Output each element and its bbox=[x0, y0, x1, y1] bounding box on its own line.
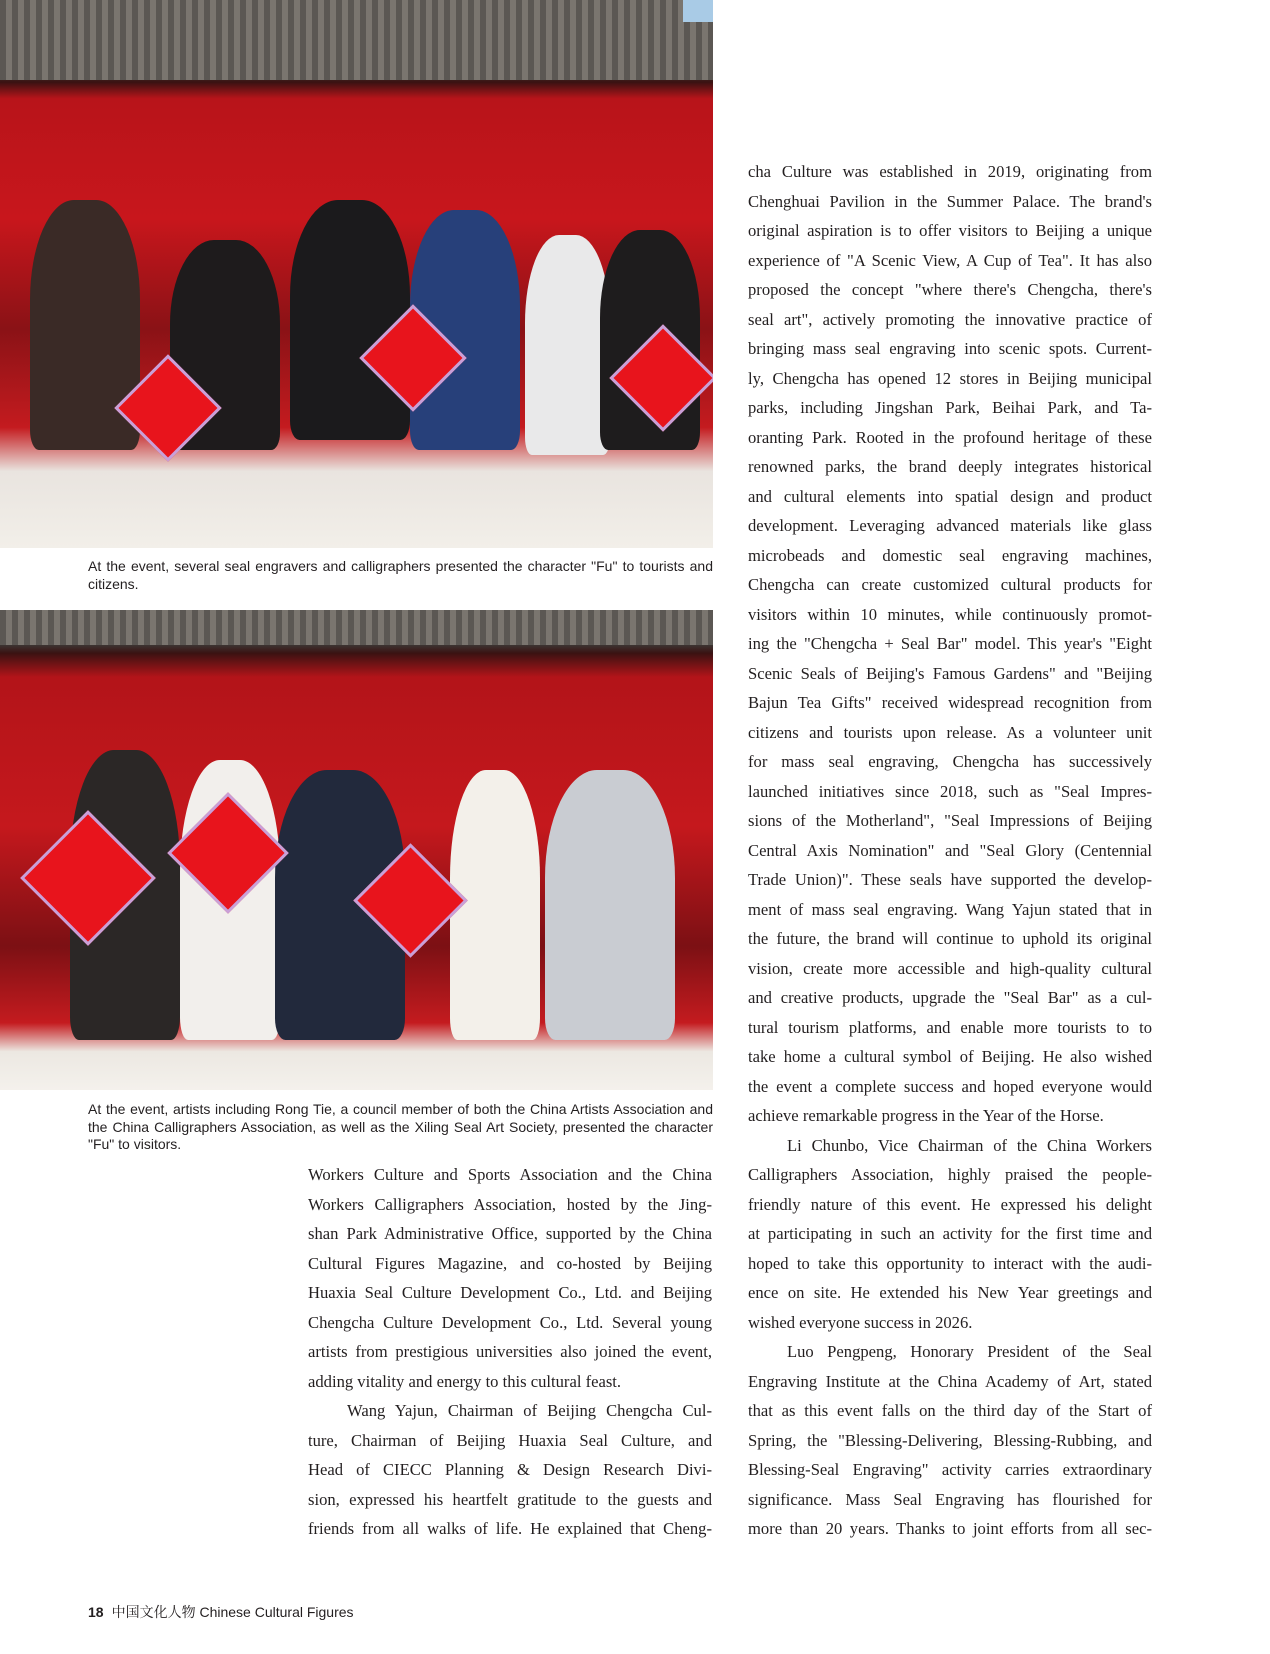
text-line: ture, Chairman of Beijing Huaxia Seal Culture, and bbox=[308, 1430, 712, 1450]
text-line: friends from all walks of life. He explained that Cheng- bbox=[308, 1519, 712, 1538]
text-line: hoped to take this opportunity to interact with the audi- bbox=[748, 1253, 1152, 1273]
text-line: sion, expressed his heartfelt gratitude to the guests and bbox=[308, 1489, 712, 1509]
text-line: friendly nature of this event. He expressed his delight bbox=[748, 1194, 1152, 1214]
text-line: Cultural Figures Magazine, and co-hosted by Beijing bbox=[308, 1253, 712, 1273]
photo-caption-1: At the event, several seal engravers and calligraphers presented the character "Fu" to tourists and citizens. bbox=[88, 558, 713, 592]
event-photo-2 bbox=[0, 610, 713, 1090]
article-column-left bbox=[308, 1160, 712, 1544]
text-line: sions of the Motherland", "Seal Impressions of Beijing bbox=[748, 811, 1152, 830]
text-line: Trade Union)". These seals have supported the develop- bbox=[748, 870, 1152, 889]
text-line: Chengcha Culture Development Co., Ltd. Several young bbox=[308, 1312, 712, 1332]
photo-caption-2: At the event, artists including Rong Tie, a council member of both the China Artists Association and the China Calligraphers Association, as well as the Xiling Seal Art Society, presented the character "Fu" to visitors. bbox=[88, 1101, 713, 1152]
text-line: Bajun Tea Gifts" received widespread recognition from bbox=[748, 693, 1152, 712]
text-line: development. Leveraging advanced materials like glass bbox=[748, 516, 1152, 535]
text-line: microbeads and domestic seal engraving machines, bbox=[748, 545, 1152, 565]
text-line: ence on site. He extended his New Year greetings and bbox=[748, 1283, 1152, 1302]
text-line: at participating in such an activity for the first time and bbox=[748, 1224, 1152, 1243]
text-line: ment of mass seal engraving. Wang Yajun stated that in bbox=[748, 899, 1152, 919]
text-line: original aspiration is to offer visitors to Beijing a unique bbox=[748, 221, 1152, 240]
person bbox=[545, 770, 675, 1040]
page-footer bbox=[88, 1602, 354, 1622]
text-line: vision, create more accessible and high-quality cultural bbox=[748, 958, 1152, 978]
publication-name: 中国文化人物 Chinese Cultural Figures bbox=[111, 1604, 354, 1620]
text-line: visitors within 10 minutes, while continuously promot- bbox=[748, 604, 1152, 624]
person bbox=[450, 770, 540, 1040]
text-line: Luo Pengpeng, Honorary President of the Seal bbox=[787, 1342, 1152, 1361]
text-line: more than 20 years. Thanks to joint efforts from all sec- bbox=[748, 1519, 1152, 1538]
text-line: launched initiatives since 2018, such as "Seal Impres- bbox=[748, 781, 1152, 801]
article-column-right bbox=[748, 157, 1152, 1544]
text-line: experience of "A Scenic View, A Cup of Tea". It has also bbox=[748, 250, 1152, 270]
text-line: Central Axis Nomination" and "Seal Glory (Centennial bbox=[748, 840, 1152, 860]
text-line: parks, including Jingshan Park, Beihai Park, and Ta- bbox=[748, 398, 1152, 417]
text-line: renowned parks, the brand deeply integrates historical bbox=[748, 457, 1152, 476]
text-line: Calligraphers Association, highly praised the people- bbox=[748, 1165, 1152, 1184]
text-line: Workers Calligraphers Association, hosted by the Jing- bbox=[308, 1194, 712, 1214]
text-line: Head of CIECC Planning & Design Research Divi- bbox=[308, 1460, 712, 1479]
roof-tiles bbox=[0, 0, 713, 80]
text-line: Workers Culture and Sports Association and the China bbox=[308, 1165, 712, 1184]
text-line: artists from prestigious universities also joined the event, bbox=[308, 1342, 712, 1361]
text-line: shan Park Administrative Office, supported by the China bbox=[308, 1224, 712, 1243]
text-line: Huaxia Seal Culture Development Co., Ltd. and Beijing bbox=[308, 1283, 712, 1302]
text-line: bringing mass seal engraving into scenic spots. Current- bbox=[748, 339, 1152, 358]
text-line: oranting Park. Rooted in the profound heritage of these bbox=[748, 427, 1152, 447]
text-line: proposed the concept "where there's Chengcha, there's bbox=[748, 280, 1152, 299]
text-line: adding vitality and energy to this cultural feast. bbox=[308, 1371, 622, 1391]
text-line: citizens and tourists upon release. As a volunteer unit bbox=[748, 722, 1152, 742]
text-line: Wang Yajun, Chairman of Beijing Chengcha Cul- bbox=[347, 1401, 712, 1420]
text-line: significance. Mass Seal Engraving has flourished for bbox=[748, 1489, 1152, 1509]
text-line: and creative products, upgrade the "Seal Bar" as a cul- bbox=[748, 988, 1152, 1007]
text-line: the event a complete success and hoped everyone would bbox=[748, 1076, 1152, 1096]
text-line: that as this event falls on the third day of the Start of bbox=[748, 1401, 1152, 1420]
text-line: cha Culture was established in 2019, originating from bbox=[748, 162, 1152, 181]
text-line: Blessing-Seal Engraving" activity carries extraordinary bbox=[748, 1460, 1152, 1479]
text-line: Spring, the "Blessing-Delivering, Blessing-Rubbing, and bbox=[748, 1430, 1152, 1450]
text-line: for mass seal engraving, Chengcha has successively bbox=[748, 752, 1152, 771]
text-line: wished everyone success in 2026. bbox=[748, 1312, 973, 1332]
text-line: Scenic Seals of Beijing's Famous Gardens" and "Beijing bbox=[748, 663, 1152, 683]
event-photo-1 bbox=[0, 0, 713, 548]
text-line: the future, the brand will continue to uphold its original bbox=[748, 929, 1152, 948]
roof-tiles bbox=[0, 610, 713, 645]
text-line: seal art", actively promoting the innovative practice of bbox=[748, 309, 1152, 329]
sky bbox=[683, 0, 713, 22]
text-line: take home a cultural symbol of Beijing. He also wished bbox=[748, 1047, 1152, 1066]
text-line: Engraving Institute at the China Academy of Art, stated bbox=[748, 1371, 1152, 1391]
text-line: Chengcha can create customized cultural products for bbox=[748, 575, 1152, 594]
text-line: ly, Chengcha has opened 12 stores in Beijing municipal bbox=[748, 368, 1152, 388]
text-line: Li Chunbo, Vice Chairman of the China Workers bbox=[787, 1135, 1152, 1155]
text-line: tural tourism platforms, and enable more tourists to to bbox=[748, 1017, 1152, 1037]
page-number: 18 bbox=[88, 1604, 104, 1620]
text-line: ing the "Chengcha + Seal Bar" model. This year's "Eight bbox=[748, 634, 1152, 653]
person bbox=[290, 200, 410, 440]
text-line: and cultural elements into spatial design and product bbox=[748, 486, 1152, 506]
text-line: Chenghuai Pavilion in the Summer Palace. The brand's bbox=[748, 191, 1152, 211]
text-line: achieve remarkable progress in the Year of the Horse. bbox=[748, 1106, 1104, 1125]
person bbox=[525, 235, 610, 455]
